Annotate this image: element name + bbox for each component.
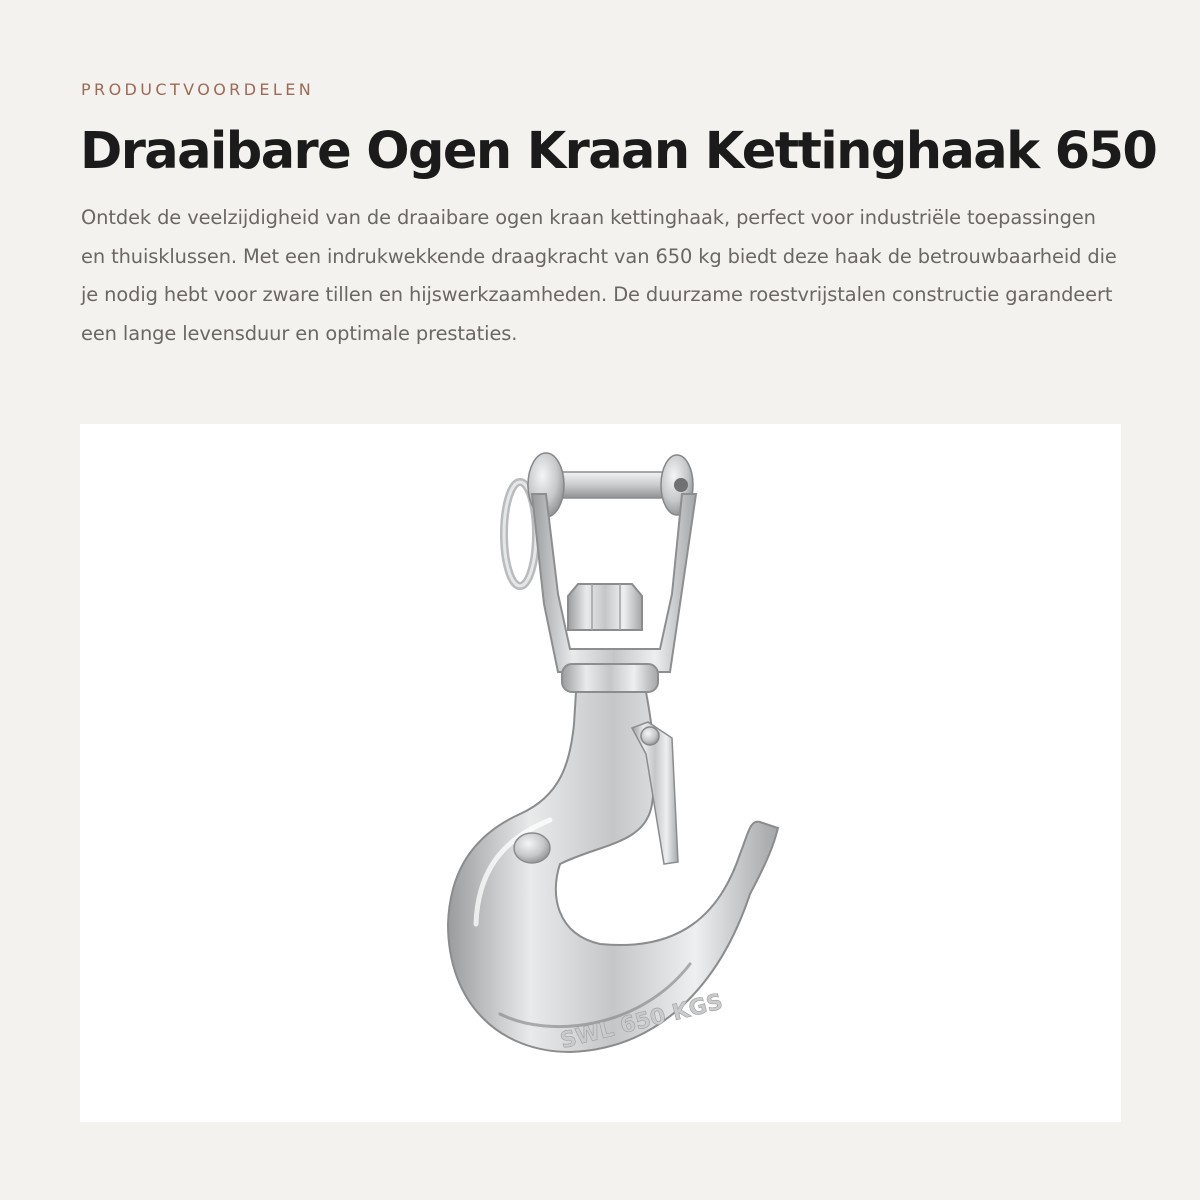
product-image-panel — [80, 424, 1121, 1122]
hook-engraving: SWL 650 KGS — [557, 989, 726, 1055]
swivel-crane-hook-illustration — [80, 424, 1121, 1122]
page-title: Draaibare Ogen Kraan Kettinghaak 650 — [80, 122, 1157, 181]
product-description: Ontdek de veelzijdigheid van de draaibare ogen kraan kettinghaak, perfect voor industriële toepassingen en thuisklussen. Met een indrukwekkende draagkracht van 650 kg biedt deze haak de betrouwbaarheid die je nodig hebt voor zware tillen en hijswerkzaamheden. De duurzame roestvrijstalen constructie garandeert een lange levensduur en optimale prestaties. — [81, 206, 1117, 345]
hex-nut — [568, 584, 642, 630]
swivel-neck — [562, 664, 658, 692]
hook-body — [448, 692, 778, 1054]
section-eyebrow: PRODUCTVOORDELEN — [81, 80, 315, 99]
clevis-pin — [528, 453, 693, 517]
